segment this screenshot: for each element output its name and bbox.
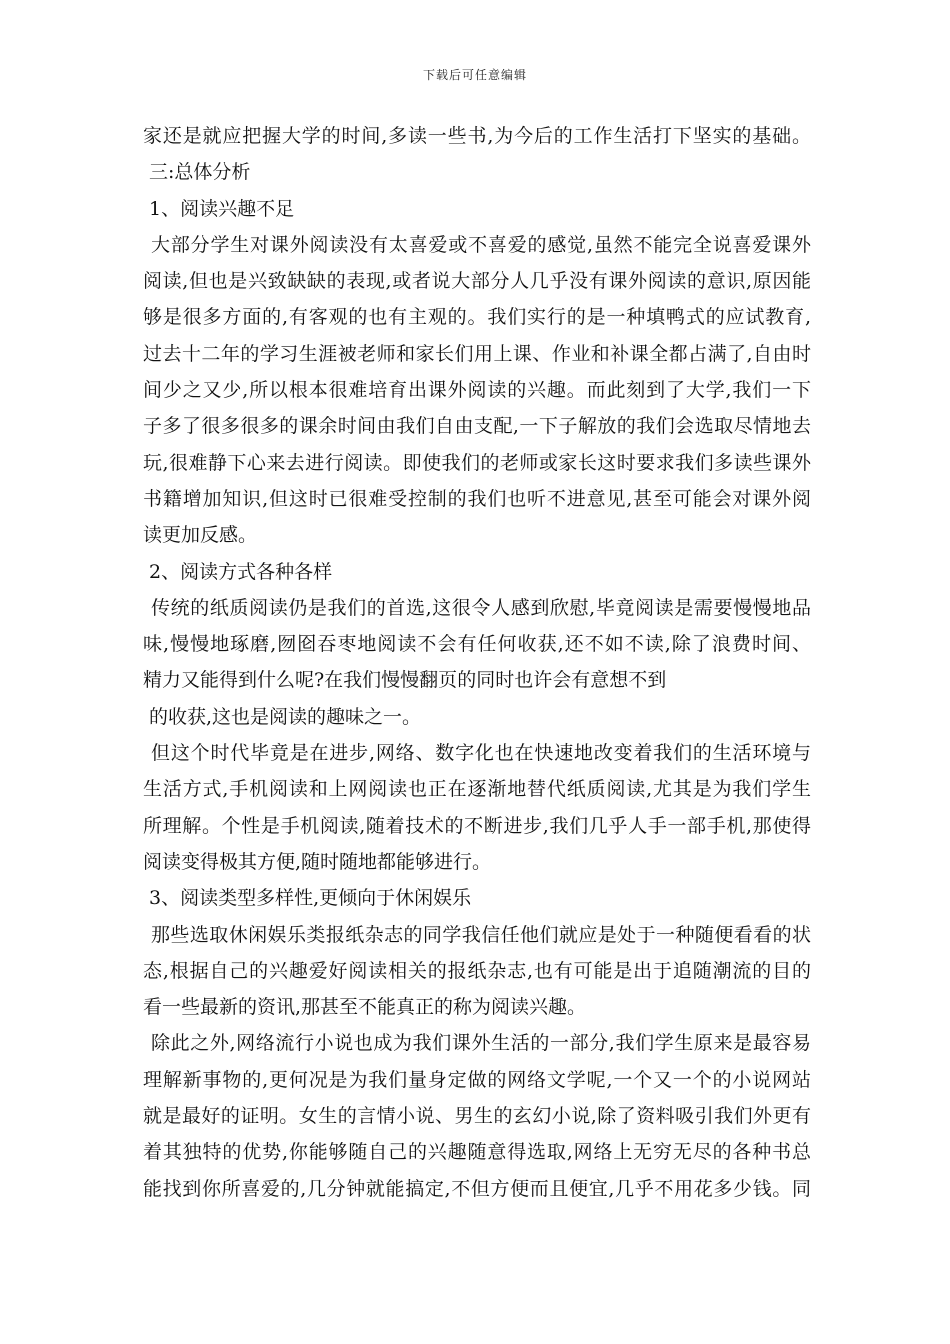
subsection-heading: 1、阅读兴趣不足 — [149, 197, 295, 220]
text-line: 过去十二年的学习生涯被老师和家长们用上课、作业和补课全都占满了,自由时 — [143, 342, 811, 365]
text-line: 家还是就应把握大学的时间,多读一些书,为今后的工作生活打下坚实的基础。 — [143, 125, 811, 147]
text-line: 间少之又少,所以根本很难培育出课外阅读的兴趣。而此刻到了大学,我们一下 — [143, 379, 811, 402]
text-line: 态,根据自己的兴趣爱好阅读相关的报纸杂志,也有可能是出于追随潮流的目的 — [143, 959, 811, 982]
text-line: 但这个时代毕竟是在进步,网络、数字化也在快速地改变着我们的生活环境与 — [151, 742, 811, 765]
text-line: 生活方式,手机阅读和上网阅读也正在逐渐地替代纸质阅读,尤其是为我们学生 — [143, 778, 811, 801]
text-line: 理解新事物的,更何况是为我们量身定做的网络文学呢,一个又一个的小说网站 — [143, 1068, 811, 1091]
text-line: 阅读,但也是兴致缺缺的表现,或者说大部分人几乎没有课外阅读的意识,原因能 — [143, 270, 811, 293]
body-text — [143, 118, 811, 1207]
subsection-heading: 3、阅读类型多样性,更倾向于休闲娱乐 — [149, 887, 472, 910]
text-line: 那些选取休闲娱乐类报纸杂志的同学我信任他们就应是处于一种随便看看的状 — [151, 923, 811, 946]
text-line: 味,慢慢地琢磨,囫囵吞枣地阅读不会有任何收获,还不如不读,除了浪费时间、 — [143, 633, 811, 656]
text-line: 着其独特的优势,你能够随自己的兴趣随意得选取,网络上无穷无尽的各种书总 — [143, 1141, 811, 1164]
text-line: 够是很多方面的,有客观的也有主观的。我们实行的是一种填鸭式的应试教育, — [143, 306, 811, 329]
text-line: 传统的纸质阅读仍是我们的首选,这很令人感到欣慰,毕竟阅读是需要慢慢地品 — [151, 596, 811, 619]
text-line: 玩,很难静下心来去进行阅读。即使我们的老师或家长这时要求我们多读些课外 — [143, 451, 811, 474]
text-line: 精力又能得到什么呢?在我们慢慢翻页的同时也许会有意想不到 — [143, 669, 667, 692]
text-line: 除此之外,网络流行小说也成为我们课外生活的一部分,我们学生原来是最容易 — [151, 1032, 811, 1055]
text-line: 阅读变得极其方便,随时随地都能够进行。 — [143, 850, 492, 873]
section-heading: 三:总体分析 — [149, 161, 251, 184]
text-line: 看一些最新的资讯,那甚至不能真正的称为阅读兴趣。 — [143, 996, 587, 1019]
text-line: 子多了很多很多的课余时间由我们自由支配,一下子解放的我们会选取尽情地去 — [143, 415, 811, 438]
text-line: 的收获,这也是阅读的趣味之一。 — [149, 705, 422, 728]
text-line: 大部分学生对课外阅读没有太喜爱或不喜爱的感觉,虽然不能完全说喜爱课外 — [151, 233, 811, 256]
subsection-heading: 2、阅读方式各种各样 — [149, 560, 333, 583]
text-line: 所理解。个性是手机阅读,随着技术的不断进步,我们几乎人手一部手机,那使得 — [143, 814, 811, 837]
text-line: 能找到你所喜爱的,几分钟就能搞定,不但方便而且便宜,几乎不用花多少钱。同 — [143, 1177, 811, 1200]
text-line: 读更加反感。 — [143, 524, 258, 547]
text-line: 就是最好的证明。女生的言情小说、男生的玄幻小说,除了资料吸引我们外更有 — [143, 1105, 811, 1128]
text-line: 书籍增加知识,但这时已很难受控制的我们也听不进意见,甚至可能会对课外阅 — [143, 487, 811, 510]
page-header: 下载后可任意编辑 — [422, 68, 527, 82]
